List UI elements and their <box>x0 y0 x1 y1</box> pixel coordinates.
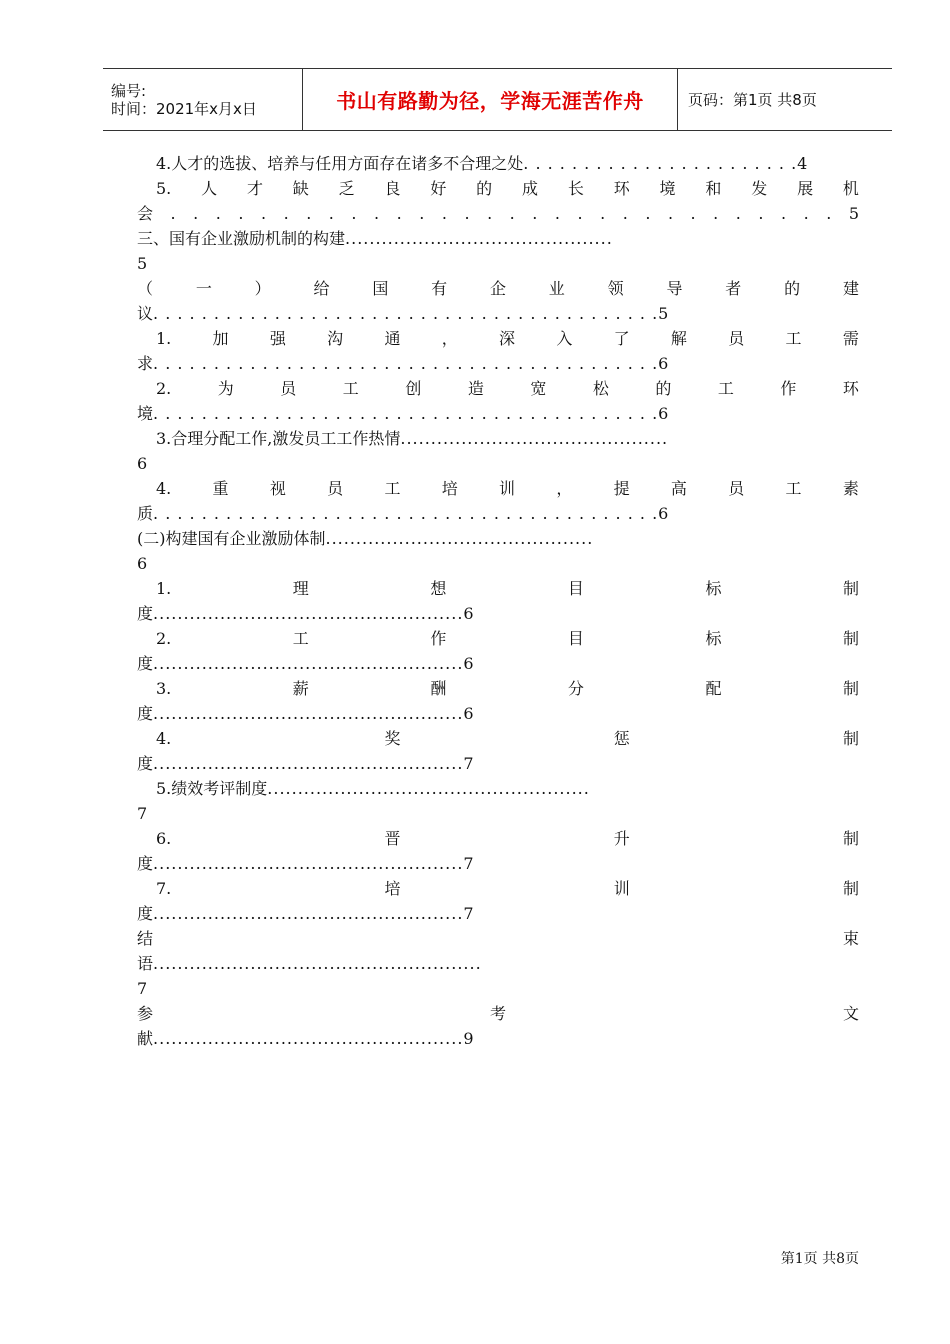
toc-char: . <box>690 204 696 223</box>
toc-char: 导 <box>666 279 683 298</box>
time-label: 时间：2021年x月x日 <box>111 99 257 118</box>
toc-char: ） <box>254 279 271 298</box>
toc-char: 深 <box>499 329 516 348</box>
header-page-label: 页码：第1页 共8页 <box>688 91 817 109</box>
toc-char: 松 <box>592 379 609 398</box>
toc-line <box>137 626 859 651</box>
toc-page-number: 4 <box>797 154 808 173</box>
toc-line <box>137 876 859 901</box>
toc-char: 理 <box>292 579 309 598</box>
toc-text: 4.人才的选拔、培养与任用方面存在诸多不合理之处 <box>156 154 524 173</box>
toc-char: 通 <box>384 329 401 348</box>
toc-char: . <box>351 204 357 223</box>
toc-text: 境 <box>137 404 154 423</box>
toc-char: 5. <box>156 179 172 198</box>
toc-page-number: 7 <box>463 904 474 923</box>
toc-char: . <box>464 204 470 223</box>
toc-text: 语 <box>137 954 154 973</box>
toc-char: 1. <box>156 329 172 348</box>
toc-line <box>137 976 859 1001</box>
toc-char: 高 <box>670 479 687 498</box>
toc-char: 国 <box>372 279 389 298</box>
toc-line <box>137 1026 859 1051</box>
toc-text: 度 <box>137 854 154 873</box>
toc-char: 给 <box>313 279 330 298</box>
toc-char: 制 <box>842 879 859 898</box>
toc-char: 训 <box>613 879 630 898</box>
toc-text: 度 <box>137 704 154 723</box>
toc-char: 需 <box>842 329 859 348</box>
toc-text: 度 <box>137 604 154 623</box>
toc-char: 解 <box>670 329 687 348</box>
toc-char: 展 <box>797 179 814 198</box>
toc-line <box>137 551 859 576</box>
toc-line <box>137 376 859 401</box>
toc-char: 才 <box>246 179 263 198</box>
toc-char: 加 <box>212 329 229 348</box>
toc-char: . <box>509 204 515 223</box>
toc-leader-dots: . . . . . . . . . . . . . . . . . . . . . . . . . . . . . . . . . . . . . . . . . . <box>153 504 659 523</box>
toc-line <box>137 301 859 326</box>
toc-leader-dots: ............................................ <box>345 229 613 248</box>
toc-char: . <box>306 204 312 223</box>
toc-page-number: 6 <box>658 354 669 373</box>
toc-line <box>137 1001 859 1026</box>
toc-char: . <box>215 204 221 223</box>
toc-char: . <box>193 204 199 223</box>
toc-text: 7 <box>137 979 148 998</box>
toc-line <box>137 401 859 426</box>
toc-char: 造 <box>467 379 484 398</box>
toc-char: 训 <box>499 479 516 498</box>
header-motto <box>303 69 678 130</box>
toc-line <box>137 526 859 551</box>
toc-page-number: 6 <box>463 604 474 623</box>
toc-char: 1. <box>156 579 172 598</box>
toc-leader-dots: ................................................... <box>153 704 464 723</box>
toc-leader-dots: ................................................... <box>153 654 464 673</box>
toc-text: 度 <box>137 654 154 673</box>
toc-line <box>137 926 859 951</box>
toc-char: 建 <box>842 279 859 298</box>
header-page <box>678 69 892 130</box>
toc-char: 企 <box>489 279 506 298</box>
toc-char: . <box>441 204 447 223</box>
toc-text: 三、国有企业激励机制的构建 <box>137 229 346 248</box>
toc-char: . <box>328 204 334 223</box>
toc-leader-dots: ................................................... <box>153 904 464 923</box>
toc-line <box>137 851 859 876</box>
toc-char: . <box>283 204 289 223</box>
toc-line <box>137 676 859 701</box>
toc-leader-dots: ................................................... <box>153 1029 464 1048</box>
toc-char: 制 <box>842 579 859 598</box>
toc-char: 惩 <box>613 729 630 748</box>
toc-char: 标 <box>705 629 722 648</box>
toc-char: 好 <box>430 179 447 198</box>
toc-char: 成 <box>522 179 539 198</box>
toc-char: 2. <box>156 629 172 648</box>
toc-char: 想 <box>430 579 447 598</box>
toc-char: 制 <box>842 679 859 698</box>
toc-char: 会 <box>137 204 154 223</box>
toc-char: 5 <box>848 204 859 223</box>
toc-char: . <box>600 204 606 223</box>
toc-line <box>137 151 859 176</box>
toc-line <box>137 576 859 601</box>
toc-char: 分 <box>567 679 584 698</box>
toc-leader-dots: ..................................................... <box>267 779 590 798</box>
toc-char: 为 <box>217 379 234 398</box>
toc-char: 者 <box>725 279 742 298</box>
toc-char: . <box>803 204 809 223</box>
toc-line <box>137 726 859 751</box>
toc-page-number: 6 <box>658 404 669 423</box>
toc-text: (二)构建国有企业激励体制 <box>137 529 326 548</box>
toc-char: . <box>758 204 764 223</box>
toc-char: . <box>780 204 787 223</box>
toc-char: 4. <box>156 729 172 748</box>
toc-char: （ <box>137 279 154 298</box>
toc-char: 结 <box>137 929 154 948</box>
toc-page-number: 9 <box>463 1029 474 1048</box>
toc-char: 境 <box>659 179 676 198</box>
toc-char: . <box>374 204 380 223</box>
toc-line <box>137 351 859 376</box>
toc-line <box>137 801 859 826</box>
toc-char: 素 <box>842 479 859 498</box>
toc-page-number: 7 <box>463 754 474 773</box>
document-header <box>103 68 892 131</box>
toc-text: 度 <box>137 754 154 773</box>
toc-char: 业 <box>548 279 565 298</box>
toc-char: 6. <box>156 829 172 848</box>
toc-char: 领 <box>607 279 624 298</box>
toc-char: 有 <box>431 279 448 298</box>
toc-line <box>137 826 859 851</box>
toc-line <box>137 901 859 926</box>
toc-char: 文 <box>842 1004 859 1023</box>
toc-line <box>137 751 859 776</box>
toc-char: 工 <box>785 329 802 348</box>
toc-char: 制 <box>842 629 859 648</box>
toc-leader-dots: ...................................................... <box>153 954 482 973</box>
toc-line <box>137 176 859 201</box>
toc-line <box>137 776 859 801</box>
motto-text: 书山有路勤为径，学海无涯苦作舟 <box>336 89 644 113</box>
toc-char: 员 <box>327 479 344 498</box>
toc-char: 奖 <box>384 729 401 748</box>
toc-leader-dots: . . . . . . . . . . . . . . . . . . . . . . . <box>523 154 798 173</box>
header-meta <box>103 69 303 130</box>
toc-leader-dots: . . . . . . . . . . . . . . . . . . . . . . . . . . . . . . . . . . . . . . . . . . <box>153 404 659 423</box>
toc-char: 工 <box>292 629 309 648</box>
toc-char: 2. <box>156 379 172 398</box>
toc-char: . <box>554 204 560 223</box>
toc-char: 作 <box>430 629 447 648</box>
toc-char: 人 <box>201 179 218 198</box>
toc-char: 目 <box>567 629 584 648</box>
toc-char: 员 <box>280 379 297 398</box>
toc-char: 重 <box>212 479 229 498</box>
toc-char: ， <box>556 479 573 498</box>
toc-char: 酬 <box>430 679 447 698</box>
toc-char: 4. <box>156 479 172 498</box>
toc-char: 良 <box>384 179 401 198</box>
toc-text: 求 <box>137 354 154 373</box>
toc-char: 缺 <box>292 179 309 198</box>
toc-char: . <box>667 204 674 223</box>
toc-char: . <box>645 204 651 223</box>
toc-text: 6 <box>137 454 148 473</box>
toc-line <box>137 326 859 351</box>
toc-page-number: 7 <box>463 854 474 873</box>
toc-char: . <box>735 204 741 223</box>
toc-char: 沟 <box>327 329 344 348</box>
toc-char: 入 <box>556 329 573 348</box>
toc-char: 的 <box>476 179 493 198</box>
toc-char: 薪 <box>292 679 309 698</box>
toc-char: 工 <box>785 479 802 498</box>
toc-text: 度 <box>137 904 154 923</box>
toc-page-number: 6 <box>658 504 669 523</box>
toc-char: 考 <box>489 1004 506 1023</box>
toc-line <box>137 251 859 276</box>
toc-line <box>137 226 859 251</box>
toc-leader-dots: ................................................... <box>153 854 464 873</box>
toc-char: 机 <box>842 179 859 198</box>
toc-char: . <box>170 204 176 223</box>
toc-text: 5.绩效考评制度 <box>156 779 268 798</box>
toc-char: 和 <box>705 179 722 198</box>
toc-char: . <box>577 204 583 223</box>
toc-char: 培 <box>441 479 458 498</box>
toc-text: 6 <box>137 554 148 573</box>
toc-char: 配 <box>705 679 722 698</box>
toc-char: ， <box>441 329 458 348</box>
toc-char: 宽 <box>530 379 547 398</box>
toc-char: 乏 <box>338 179 355 198</box>
toc-line <box>137 601 859 626</box>
toc-char: 了 <box>613 329 630 348</box>
number-label: 编号: <box>111 81 147 100</box>
toc-char: 作 <box>780 379 797 398</box>
toc-char: 标 <box>705 579 722 598</box>
toc-char: 升 <box>613 829 630 848</box>
toc-page-number: 6 <box>463 654 474 673</box>
toc-char: 工 <box>717 379 734 398</box>
toc-char: 制 <box>842 829 859 848</box>
toc-text: 献 <box>137 1029 154 1048</box>
toc-text: 议 <box>137 304 154 323</box>
toc-line <box>137 276 859 301</box>
toc-char: 视 <box>269 479 286 498</box>
toc-leader-dots: ................................................... <box>153 604 464 623</box>
toc-text: 7 <box>137 804 148 823</box>
toc-char: . <box>826 204 832 223</box>
toc-page-number: 5 <box>658 304 669 323</box>
toc-page-number: 6 <box>463 704 474 723</box>
toc-char: 的 <box>784 279 801 298</box>
toc-line <box>137 701 859 726</box>
toc-text: 质 <box>137 504 154 523</box>
toc-char: 工 <box>384 479 401 498</box>
toc-char: 提 <box>613 479 630 498</box>
toc-line <box>137 476 859 501</box>
toc-char: . <box>419 204 425 223</box>
toc-char: . <box>487 204 493 223</box>
toc-char: 员 <box>728 329 745 348</box>
toc-char: 强 <box>269 329 286 348</box>
toc-char: . <box>532 204 538 223</box>
toc-char: . <box>260 204 267 223</box>
toc-line <box>137 651 859 676</box>
toc-char: 环 <box>613 179 630 198</box>
toc-leader-dots: ............................................ <box>400 429 669 448</box>
toc-line <box>137 501 859 526</box>
toc-text: 3.合理分配工作,激发员工工作热情 <box>156 429 401 448</box>
table-of-contents <box>137 151 859 1051</box>
toc-char: 晋 <box>384 829 401 848</box>
toc-char: 创 <box>405 379 422 398</box>
toc-line <box>137 201 859 226</box>
toc-char: . <box>238 204 244 223</box>
footer-page-label: 第1页 共8页 <box>780 1251 859 1267</box>
toc-char: 长 <box>567 179 584 198</box>
toc-char: 一 <box>195 279 212 298</box>
toc-leader-dots: . . . . . . . . . . . . . . . . . . . . . . . . . . . . . . . . . . . . . . . . . . <box>153 354 659 373</box>
toc-char: 培 <box>384 879 401 898</box>
toc-line <box>137 951 859 976</box>
toc-char: . <box>713 204 719 223</box>
toc-leader-dots: ................................................... <box>153 754 464 773</box>
toc-char: 束 <box>842 929 859 948</box>
toc-char: 员 <box>728 479 745 498</box>
page-footer <box>781 1248 859 1268</box>
toc-char: 的 <box>655 379 672 398</box>
toc-char: 工 <box>342 379 359 398</box>
toc-line <box>137 426 859 451</box>
toc-char: 3. <box>156 679 172 698</box>
toc-line <box>137 451 859 476</box>
toc-char: 环 <box>842 379 859 398</box>
toc-char: . <box>622 204 628 223</box>
toc-char: 目 <box>567 579 584 598</box>
toc-char: 发 <box>751 179 768 198</box>
toc-text: 5 <box>137 254 148 273</box>
toc-leader-dots: . . . . . . . . . . . . . . . . . . . . . . . . . . . . . . . . . . . . . . . . . . <box>153 304 659 323</box>
toc-char: . <box>396 204 402 223</box>
toc-char: 参 <box>137 1004 154 1023</box>
toc-leader-dots: ............................................ <box>325 529 594 548</box>
toc-char: 7. <box>156 879 172 898</box>
toc-char: 制 <box>842 729 859 748</box>
